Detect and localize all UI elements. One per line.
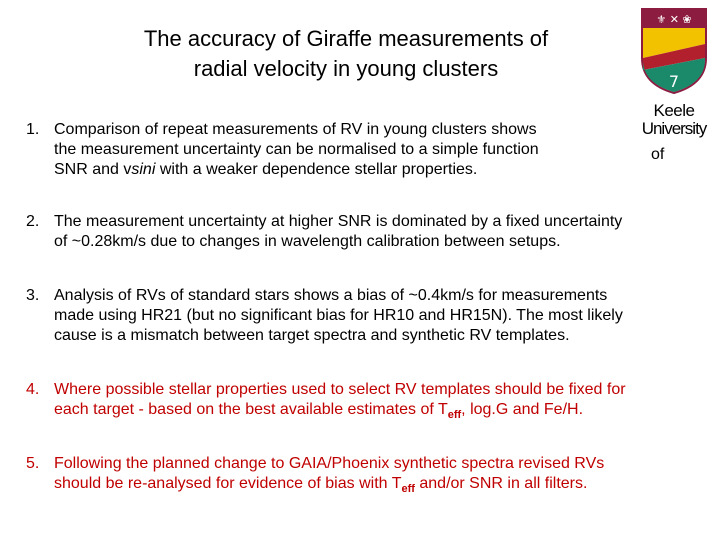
keele-university-logo [632, 8, 716, 138]
title-line-2: radial velocity in young clusters [193, 56, 499, 81]
subscript: eff [447, 409, 462, 421]
item-number: 3. [26, 287, 40, 304]
item-trailing-word: of [651, 146, 665, 163]
svg-text:⚜ ✕ ❀: ⚜ ✕ ❀ [656, 13, 692, 26]
item-line: SNR and vsini with a weaker dependence stellar properties. [54, 161, 478, 178]
item-number: 5. [26, 455, 40, 472]
item-number: 4. [26, 381, 40, 398]
shield-number: 7 [668, 72, 680, 91]
title-line-1: The accuracy of Giraffe measurements of [143, 26, 549, 51]
logo-university: University [641, 119, 707, 138]
item-line: cause is a mismatch between target spectra and synthetic RV templates. [54, 327, 570, 344]
item-line: Where possible stellar properties used to select RV templates should be fixed for [54, 381, 626, 398]
item-line: Following the planned change to GAIA/Phoenix synthetic spectra revised RVs [54, 455, 605, 472]
logo-keele: Keele [653, 101, 695, 120]
item-line: each target - based on the best available estimates of $T_{eff}$, log.G and Fe/H. [54, 401, 584, 421]
subscript: eff [401, 483, 415, 495]
item-number: 1. [26, 121, 40, 138]
item-line: Analysis of RVs of standard stars shows a bias of ~0.4km/s for measurements [54, 287, 608, 304]
item-line: of ~0.28km/s due to changes in wavelength calibration between setups. [54, 233, 561, 250]
item-line: the measurement uncertainty can be normalised to a simple function [54, 141, 539, 158]
shield-icon [641, 8, 707, 94]
slide-title [60, 24, 632, 84]
italic-term: sini [131, 161, 156, 178]
item-line: Comparison of repeat measurements of RV in young clusters shows [54, 121, 537, 138]
item-line: should be re-analysed for evidence of bias with $T_{eff}$ and/or SNR in all filters. [54, 475, 588, 495]
item-line: made using HR21 (but no significant bias for HR10 and HR15N). The most likely [54, 307, 623, 324]
item-number: 2. [26, 213, 40, 230]
item-line: The measurement uncertainty at higher SNR is dominated by a fixed uncertainty [54, 213, 623, 230]
